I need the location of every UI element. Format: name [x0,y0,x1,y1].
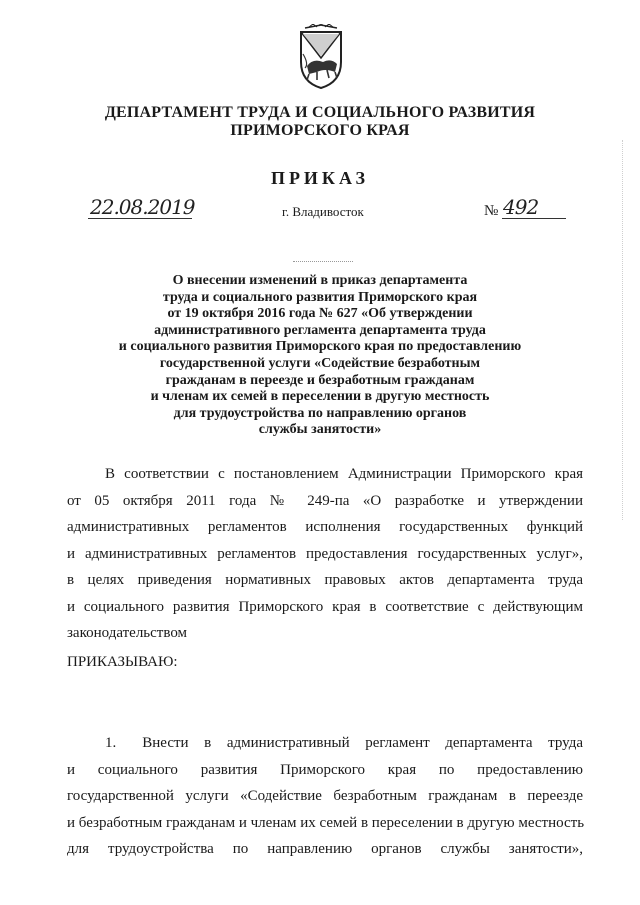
separator-dots [293,261,353,262]
order-date: 22.08.2019 [90,195,195,219]
subject-line: от 19 октября 2016 года № 627 «Об утверждении [167,306,473,322]
preamble-line: от 05 октября 2011 года № 249-па «О разработке и утверждении [67,492,583,509]
item-1-line: и социального развития Приморского края по предоставлению [67,761,583,778]
preamble-line: законодательством [67,625,188,641]
order-subject [60,273,580,439]
preamble-line: и административных регламентов предоставления государственных услуг», [67,545,583,562]
preamble-line: в целях приведения нормативных правовых актов департамента труда [67,572,583,588]
item-1-paragraph [67,730,583,863]
department-name-line1: ДЕПАРТАМЕНТ ТРУДА И СОЦИАЛЬНОГО РАЗВИТИЯ [104,104,536,121]
preamble-line: административных регламентов исполнения государственных функций [67,519,583,535]
item-1-first-text: Внести в административный регламент департамента труда [142,735,583,751]
subject-line: гражданам в переезде и безработным гражданам [165,372,475,388]
subject-line: службы занятости» [258,422,382,438]
coat-of-arms-emblem [295,24,347,90]
order-city: г. Владивосток [282,204,364,219]
document-title: ПРИКАЗ [270,168,370,188]
department-name-line2: ПРИМОРСКОГО КРАЯ [230,122,410,139]
date-underline [88,218,192,219]
subject-line: государственной услуги «Содействие безработным [159,355,481,371]
item-1-line: государственной услуги «Содействие безработным гражданам в переезде [67,788,583,804]
number-underline [502,218,566,219]
order-number-label: № [484,203,499,219]
subject-line: и социального развития Приморского края по предоставлению [118,339,522,355]
subject-line: административного регламента департамента труда [154,322,486,338]
preamble-line: В соответствии с постановлением Администрации Приморского края [105,466,583,482]
preamble-line: и социального развития Приморского края в соответствие с действующим [67,598,583,615]
order-number: 492 [503,195,539,219]
subject-line: и членам их семей в переселении в другую местность [150,389,490,405]
item-1-first-line [67,730,583,757]
item-number: 1. [105,735,117,751]
preamble-paragraph [67,461,583,647]
subject-line: труда и социального развития Приморского края [162,289,478,305]
item-1-line: и безработным гражданам и членам их семей в переселении в другую местность [67,814,585,831]
directive-heading: ПРИКАЗЫВАЮ: [67,654,178,670]
subject-line: для трудоустройства по направлению органов [173,405,467,421]
margin-scan-dots [622,140,624,520]
subject-line: О внесении изменений в приказ департамента [172,273,468,288]
item-1-line: для трудоустройства по направлению органов службы занятости», [67,841,583,857]
